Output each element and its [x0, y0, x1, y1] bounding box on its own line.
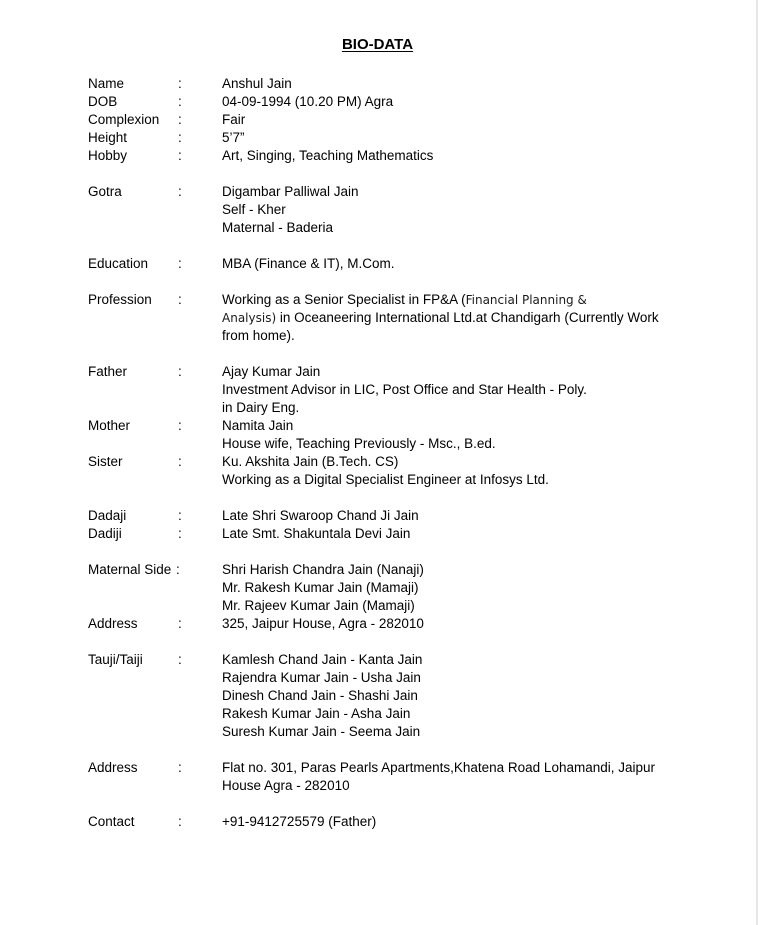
profession-text-alt: Financial Planning &: [465, 293, 587, 307]
section-spacer: [88, 543, 688, 561]
field-maternal-address: [88, 615, 688, 633]
field-dadiji: [88, 525, 688, 543]
field-label: Dadiji: [88, 526, 122, 541]
field-address: [88, 759, 688, 795]
field-value: Maternal - Baderia: [222, 220, 334, 235]
field-value: Ku. Akshita Jain (B.Tech. CS): [222, 454, 399, 469]
field-education: [88, 255, 688, 273]
field-contact: [88, 813, 688, 831]
field-father: [88, 363, 688, 417]
section-spacer: [88, 633, 688, 651]
field-separator: :: [178, 814, 182, 829]
field-value: Art, Singing, Teaching Mathematics: [222, 148, 434, 163]
field-value: from home).: [222, 328, 295, 343]
field-separator: :: [178, 454, 182, 469]
field-label: Father: [88, 364, 128, 379]
document-title: [0, 36, 757, 53]
field-value: Rajendra Kumar Jain - Usha Jain: [222, 670, 421, 685]
section-spacer: [88, 741, 688, 759]
field-separator: :: [178, 652, 182, 667]
field-sister: [88, 453, 688, 489]
field-label: Name: [88, 76, 125, 91]
field-label: Height: [88, 130, 128, 145]
field-value: House Agra - 282010: [222, 778, 350, 793]
field-separator: :: [178, 760, 182, 775]
field-separator: :: [178, 508, 182, 523]
field-label: Dadaji: [88, 508, 127, 523]
section-spacer: [88, 237, 688, 255]
field-separator: :: [178, 94, 182, 109]
field-value: Shri Harish Chandra Jain (Nanaji): [222, 562, 424, 577]
field-value: Fair: [222, 112, 246, 127]
section-spacer: [88, 345, 688, 363]
field-separator: :: [178, 256, 182, 271]
field-maternal-side: [88, 561, 688, 615]
title-text: BIO-DATA: [341, 36, 414, 53]
field-name: [88, 75, 688, 93]
field-separator: :: [178, 112, 182, 127]
field-separator: :: [178, 130, 182, 145]
field-separator: :: [178, 76, 182, 91]
field-mother: [88, 417, 688, 453]
field-value: Digambar Palliwal Jain: [222, 184, 359, 199]
field-value: +91-9412725579 (Father): [222, 814, 377, 829]
field-hobby: [88, 147, 688, 165]
field-label: Mother: [88, 418, 131, 433]
field-value: 325, Jaipur House, Agra - 282010: [222, 616, 424, 631]
field-value: MBA (Finance & IT), M.Com.: [222, 256, 395, 271]
field-value: Mr. Rakesh Kumar Jain (Mamaji): [222, 580, 419, 595]
field-value: Flat no. 301, Paras Pearls Apartments,Khatena Road Lohamandi, Jaipur: [222, 760, 656, 775]
field-separator: :: [178, 418, 182, 433]
field-dob: [88, 93, 688, 111]
field-separator: :: [178, 364, 182, 379]
field-height: [88, 129, 688, 147]
field-label: Address: [88, 616, 138, 631]
field-separator: :: [176, 562, 180, 577]
field-complexion: [88, 111, 688, 129]
field-value: Suresh Kumar Jain - Seema Jain: [222, 724, 421, 739]
profession-text-alt: Analysis): [222, 311, 277, 325]
profession-text: in Oceaneering International Ltd.at Chandigarh (Currently Work: [276, 310, 659, 325]
page-edge-divider: [756, 0, 758, 925]
field-value: in Dairy Eng.: [222, 400, 300, 415]
section-spacer: [88, 489, 688, 507]
field-value: Anshul Jain: [222, 76, 292, 91]
field-value: Self - Kher: [222, 202, 286, 217]
field-label: Sister: [88, 454, 123, 469]
field-value: Namita Jain: [222, 418, 294, 433]
field-value: 04-09-1994 (10.20 PM) Agra: [222, 94, 394, 109]
field-label: Education: [88, 256, 149, 271]
profession-text: Working as a Senior Specialist in FP&A (: [222, 292, 466, 307]
field-value: House wife, Teaching Previously - Msc., B.ed.: [222, 436, 496, 451]
field-value: Late Smt. Shakuntala Devi Jain: [222, 526, 411, 541]
field-value: Working as a Digital Specialist Engineer at Infosys Ltd.: [222, 472, 549, 487]
field-value: Mr. Rajeev Kumar Jain (Mamaji): [222, 598, 415, 613]
section-spacer: [88, 795, 688, 813]
field-gotra: [88, 183, 688, 237]
field-label: Tauji/Taiji: [88, 652, 143, 667]
field-label: Complexion: [88, 112, 160, 127]
field-value: Kamlesh Chand Jain - Kanta Jain: [222, 652, 423, 667]
field-separator: :: [178, 526, 182, 541]
field-separator: :: [178, 292, 182, 307]
field-value: Dinesh Chand Jain - Shashi Jain: [222, 688, 418, 703]
field-value: Late Shri Swaroop Chand Ji Jain: [222, 508, 419, 523]
field-label: Maternal Side: [88, 562, 172, 577]
field-value: Rakesh Kumar Jain - Asha Jain: [222, 706, 411, 721]
field-label: Gotra: [88, 184, 122, 199]
field-value: [222, 291, 688, 309]
field-label: Hobby: [88, 148, 128, 163]
section-spacer: [88, 165, 688, 183]
field-label: Contact: [88, 814, 135, 829]
field-dadaji: [88, 507, 688, 525]
field-value: 5’7”: [222, 130, 245, 145]
field-profession: [88, 291, 688, 345]
field-separator: :: [178, 184, 182, 199]
field-label: Profession: [88, 292, 152, 307]
field-separator: :: [178, 616, 182, 631]
bio-data-fields: [88, 75, 688, 831]
field-value: [222, 309, 688, 327]
field-separator: :: [178, 148, 182, 163]
field-value: Investment Advisor in LIC, Post Office and Star Health - Poly.: [222, 382, 587, 397]
field-value: Ajay Kumar Jain: [222, 364, 321, 379]
field-tauji-taiji: [88, 651, 688, 741]
section-spacer: [88, 273, 688, 291]
field-label: DOB: [88, 94, 118, 109]
field-label: Address: [88, 760, 138, 775]
